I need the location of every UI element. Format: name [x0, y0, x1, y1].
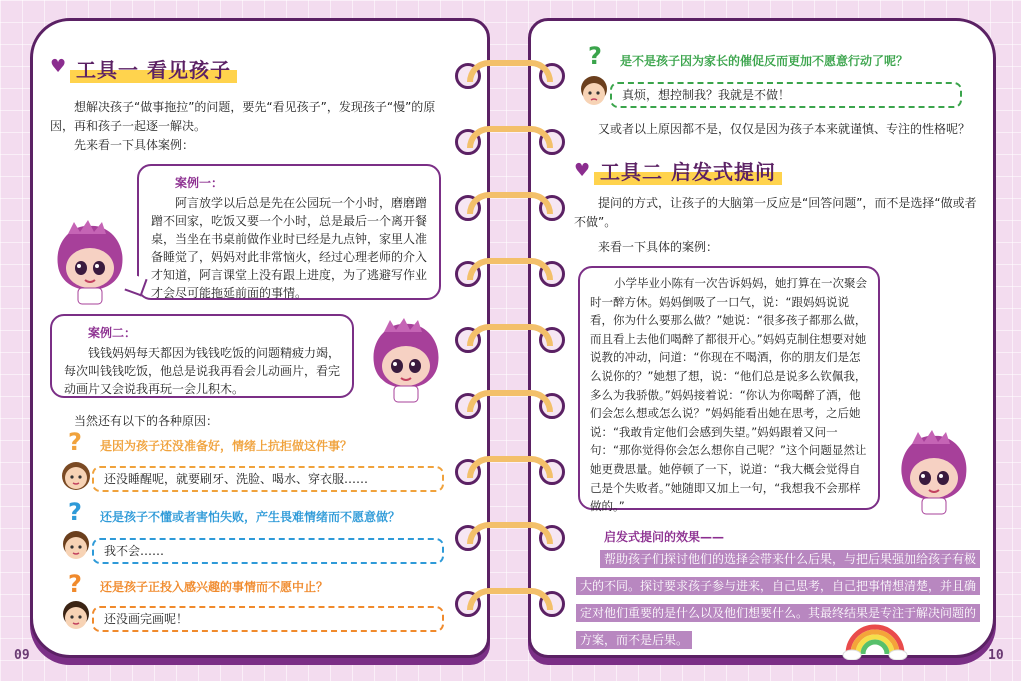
left-intro: 想解决孩子“做事拖拉”的问题，要先“看见孩子”，发现孩子“慢”的原因，再和孩子一起逐一解决。: [50, 100, 436, 133]
child-avatar-icon: [58, 598, 94, 634]
rainbow-icon: [842, 614, 908, 660]
child-avatar-icon: [58, 528, 94, 564]
effect-title: 启发式提问的效果——: [604, 530, 725, 544]
answer-three-box: 还没画完画呢！: [92, 606, 444, 632]
case-two-title: 案例二：: [88, 326, 137, 340]
spiral-ring: [455, 520, 565, 556]
question-mark-icon: ?: [588, 42, 602, 70]
case-one-bubble: [137, 164, 441, 300]
question-one: 是因为孩子还没准备好，情绪上抗拒做这件事？: [100, 439, 353, 453]
question-mark-icon: ?: [68, 428, 82, 456]
question-mark-icon: ?: [68, 498, 82, 526]
case-one-text: 阿言放学以后总是先在公园玩一个小时，磨磨蹭蹭不回家，吃饭又要一个小时，总是最后一个离开餐桌，当坐在书桌前做作业时已经是九点钟，家里人准备睡觉了，妈妈对此非常恼火，经过心理老师的介入才知道，阿言课堂上没有跟上进度，为了逃避写作业才会尽可能拖延前面的事情。: [151, 196, 428, 300]
case-three-text: 小学毕业小陈有一次告诉妈妈，她打算在一次聚会时一醉方休。妈妈倒吸了一口气，说：“跟妈妈说说看，你为什么要那么做？”她说：“很多孩子都那么做，而且看上去他们喝醉了都很开心。”妈妈克制住想要对她说教的冲动，问道：“你现在不喝酒，你的朋友们是怎么说你的？”她想了想，说：“他们总是说多么钦佩我，多么为我骄傲。”妈妈接着说：“你认为你喝醉了酒，他们会怎么想或怎么说？”妈妈能看出她在思考，之后她说：“我敢肯定他们会感到失望。”妈妈跟着又问一句：“那你觉得你会怎么想你自己呢？”这个问题显然让她更费思量。她停顿了一下，说道：“我大概会觉得自己是个失败者。”她随即又加上一句，“我想我不会那样做的。”: [590, 276, 867, 514]
case-one-title: 案例一：: [175, 176, 224, 190]
case-two-bubble: [50, 314, 354, 398]
page-number-right: 10: [988, 648, 1004, 663]
spiral-ring: [455, 454, 565, 490]
spiral-ring: [455, 124, 565, 160]
right-answer-box: 真烦，想控制我？我就是不做！: [610, 82, 962, 108]
answer-two-box: 我不会……: [92, 538, 444, 564]
other-reasons: 当然还有以下的各种原因：: [74, 414, 219, 428]
spiral-ring: [455, 586, 565, 622]
spiral-ring: [455, 58, 565, 94]
right-lead: 来看一下具体的案例：: [598, 240, 719, 254]
mascot-girl-icon: [48, 220, 132, 306]
spiral-ring: [455, 190, 565, 226]
case-two-text: 钱钱妈妈每天都因为钱钱吃饭的问题精疲力竭，每次叫钱钱吃饭，他总是说我再看会儿动画片，看完动画片又会说我再玩一会儿积木。: [64, 346, 341, 396]
mascot-girl-icon: [364, 318, 448, 404]
effect-text: 帮助孩子们探讨他们的选择会带来什么后果，与把后果强加给孩子有极大的不同。探讨要求孩子参与进来，自己思考，自己把事情想清楚，并且确定对他们重要的是什么以及他们想要什么。其最终结果是专注于解决问题的方案，而不是后果。: [576, 550, 980, 649]
or-text: 又或者以上原因都不是，仅仅是因为孩子本来就谨慎、专注的性格呢？: [598, 122, 971, 136]
page-number-left: 09: [14, 648, 30, 663]
left-lead: 先来看一下具体案例：: [74, 138, 195, 152]
heart-icon: ♥: [574, 160, 591, 181]
right-intro: 提问的方式，让孩子的大脑第一反应是“回答问题”，而不是选择“做或者不做”。: [574, 196, 977, 229]
case-three-bubble: [578, 266, 880, 514]
right-question: 是不是孩子因为家长的催促反而更加不愿意行动了呢？: [620, 54, 909, 68]
answer-one-box: 还没睡醒呢，就要刷牙、洗脸、喝水、穿衣服……: [92, 466, 444, 492]
tool-two-title: 工具二 启发式提问: [594, 156, 782, 185]
mascot-girl-icon: [892, 430, 976, 516]
tool-one-title: 工具一 看见孩子: [70, 54, 237, 83]
spiral-ring: [455, 322, 565, 358]
child-avatar-icon: [58, 458, 94, 494]
question-two: 还是孩子不懂或者害怕失败，产生畏难情绪而不愿意做？: [100, 510, 401, 524]
spiral-ring: [455, 388, 565, 424]
spiral-ring: [455, 256, 565, 292]
question-three: 还是孩子正投入感兴趣的事情而不愿中止？: [100, 580, 329, 594]
child-avatar-icon: [576, 74, 612, 110]
effect-text-block: [576, 546, 976, 654]
question-mark-icon: ?: [68, 570, 82, 598]
heart-icon: ♥: [50, 56, 67, 77]
